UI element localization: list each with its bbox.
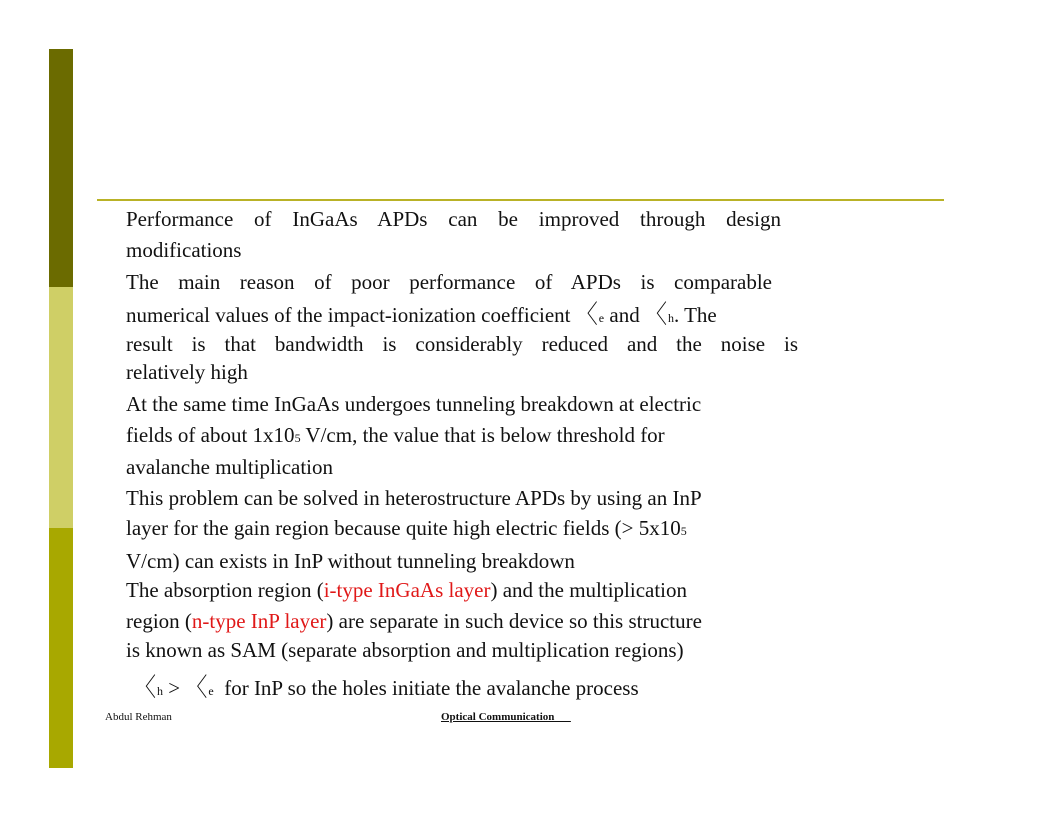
paragraph-tunneling <box>126 389 701 481</box>
text-line: This problem can be solved in heterostructure APDs by using an InP <box>126 486 702 510</box>
text-line: Performance of InGaAs APDs can be improved through design <box>126 207 781 231</box>
text-line: relatively high <box>126 360 248 384</box>
text-segment: The absorption region ( <box>126 578 324 602</box>
subscript-h: h <box>157 684 164 698</box>
superscript-exponent: 5 <box>680 524 687 538</box>
text-line <box>126 575 702 606</box>
text-line: is known as SAM (separate absorption and multiplication regions) <box>126 638 684 662</box>
text-segment: for InP so the holes initiate the avalanche process <box>213 676 639 700</box>
superscript-exponent: 5 <box>294 431 301 445</box>
footer-course: Optical Communication <box>441 711 571 723</box>
alpha-h-symbol: 〈 <box>644 300 667 329</box>
text-line <box>126 606 702 637</box>
paragraph-sam <box>126 575 702 663</box>
text-line: The main reason of poor performance of APDs is comparable <box>126 270 772 294</box>
subscript-h: h <box>667 311 674 325</box>
text-segment: ) are separate in such device so this structure <box>326 609 702 633</box>
text-line: V/cm) can exists in InP without tunneling breakdown <box>126 549 575 573</box>
alpha-e-symbol: 〈 <box>575 300 598 329</box>
sidebar-segment-light <box>49 287 73 528</box>
title-rule <box>97 199 944 201</box>
paragraph-design-modifications <box>126 204 781 266</box>
footer-author: Abdul Rehman <box>105 711 172 723</box>
alpha-h-symbol: 〈 <box>134 673 157 702</box>
text-segment: numerical values of the impact-ionization coefficient <box>126 303 576 327</box>
text-segment: ) and the multiplication <box>490 578 688 602</box>
paragraph-heterostructure <box>126 483 702 576</box>
text-line: modifications <box>126 238 242 262</box>
sidebar-segment-dark <box>49 49 73 287</box>
text-line <box>126 513 702 546</box>
text-line: result is that bandwidth is considerably reduced and the noise is <box>126 332 798 356</box>
subscript-e: e <box>208 684 214 698</box>
text-line: avalanche multiplication <box>126 455 334 479</box>
highlight-i-type: i-type InGaAs layer <box>323 578 491 602</box>
text-segment: V/cm, the value that is below threshold for <box>300 423 665 447</box>
paragraph-poor-performance <box>126 267 772 298</box>
text-segment: and <box>604 303 645 327</box>
text-segment: fields of about 1x10 <box>126 423 295 447</box>
alpha-e-symbol: 〈 <box>185 673 208 702</box>
text-segment: layer for the gain region because quite high electric fields (> 5x10 <box>126 516 681 540</box>
text-segment: . The <box>673 303 717 327</box>
subscript-e: e <box>598 311 605 325</box>
highlight-n-type: n-type InP layer <box>191 609 327 633</box>
text-segment: region ( <box>126 609 192 633</box>
text-line <box>126 420 701 454</box>
paragraph-holes-avalanche <box>134 672 639 707</box>
paragraph-coefficient-line <box>126 299 717 334</box>
sidebar-segment-mid <box>49 528 73 768</box>
text-segment: > <box>163 676 186 700</box>
paragraph-bandwidth <box>126 330 798 386</box>
text-line: At the same time InGaAs undergoes tunneling breakdown at electric <box>126 392 702 416</box>
